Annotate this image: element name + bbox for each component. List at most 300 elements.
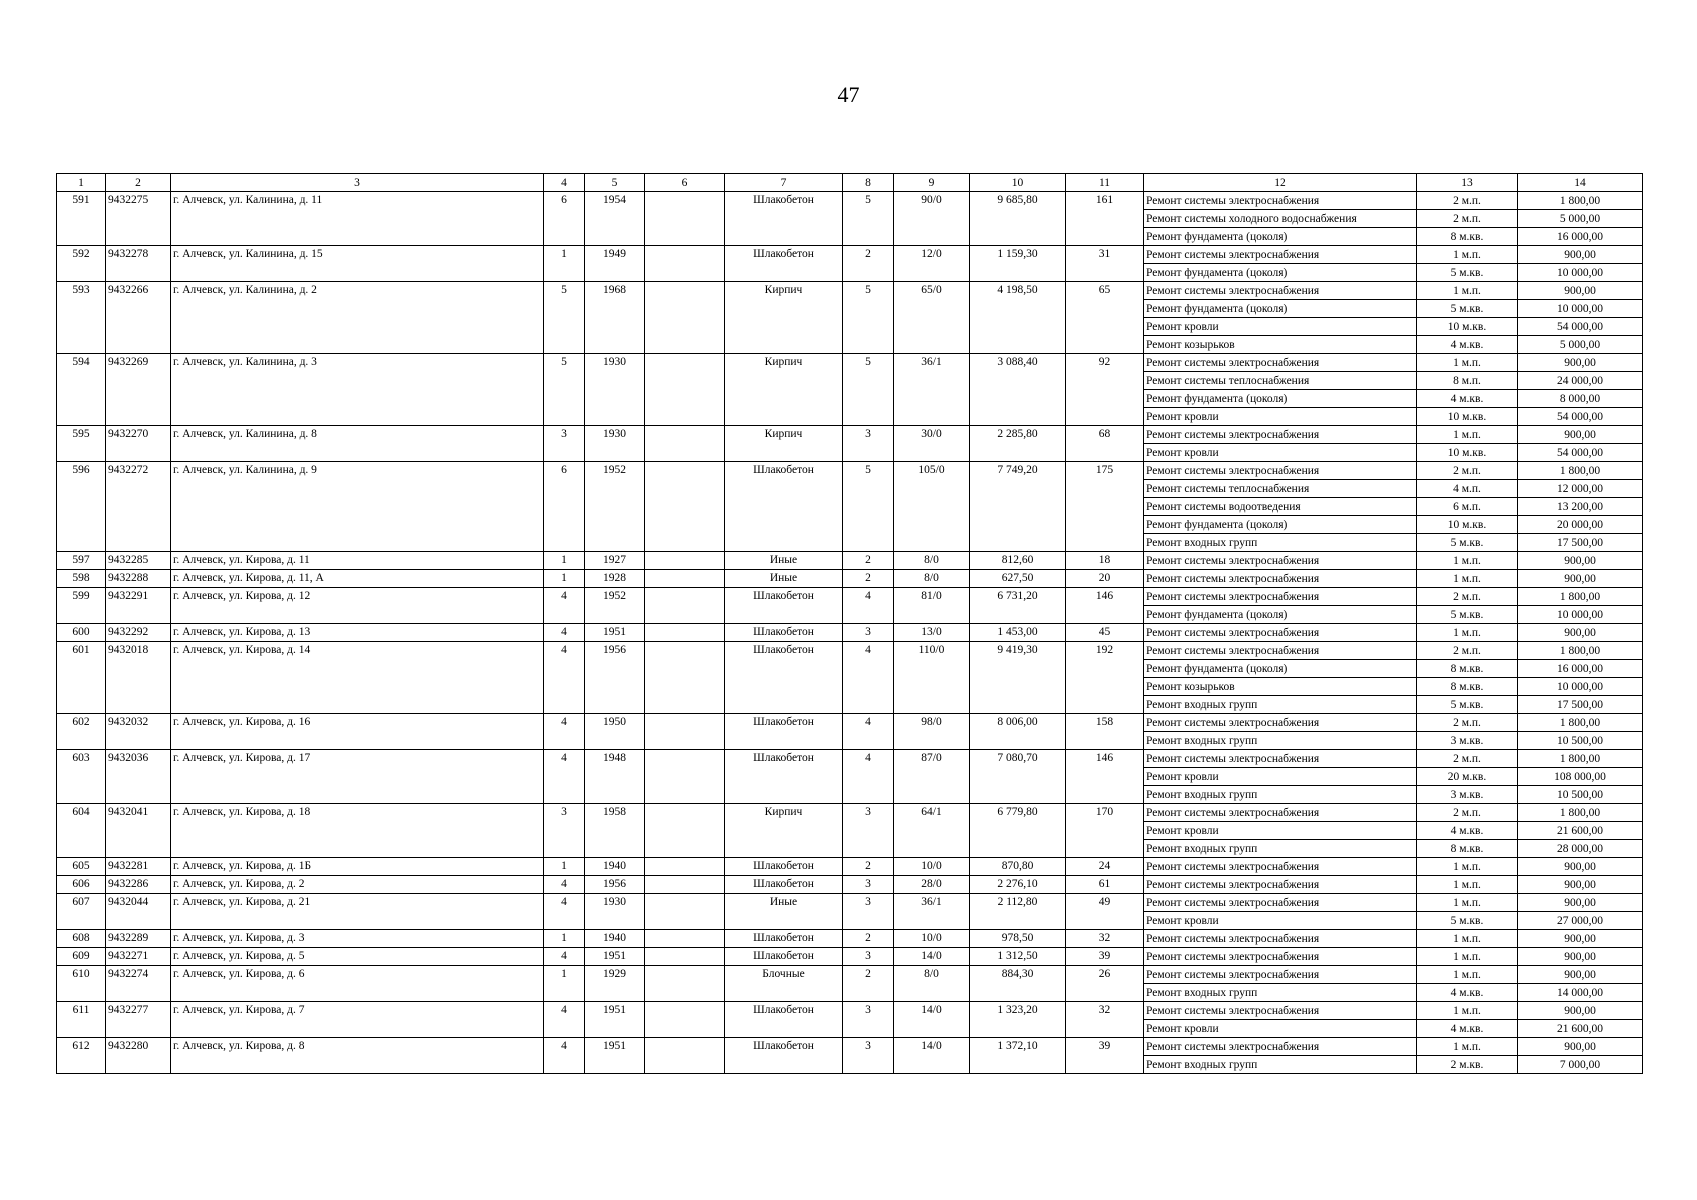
- table-row: [57, 570, 1643, 588]
- residents-cell: 49: [1066, 894, 1144, 930]
- wall-material-cell: Шлакобетон: [725, 462, 843, 552]
- area-cell: 4 198,50: [970, 282, 1066, 354]
- work-description-cell: Ремонт системы электроснабжения: [1144, 588, 1417, 606]
- floors-cell: 2: [843, 858, 894, 876]
- work-quantity-cell: 1 м.п.: [1417, 246, 1518, 264]
- wall-material-cell: Шлакобетон: [725, 1038, 843, 1074]
- column-4-value-cell: 4: [544, 750, 585, 804]
- column-header-10: 10: [970, 174, 1066, 192]
- column-6-value-cell: [645, 1038, 725, 1074]
- work-description-cell: Ремонт кровли: [1144, 408, 1417, 426]
- build-year-cell: 1948: [585, 750, 645, 804]
- row-number-cell: 600: [57, 624, 106, 642]
- column-9-value-cell: 13/0: [894, 624, 970, 642]
- building-code-cell: 9432018: [106, 642, 171, 714]
- work-cost-cell: 1 800,00: [1518, 714, 1643, 732]
- work-quantity-cell: 4 м.кв.: [1417, 390, 1518, 408]
- row-number-cell: 598: [57, 570, 106, 588]
- work-cost-cell: 5 000,00: [1518, 336, 1643, 354]
- column-4-value-cell: 4: [544, 642, 585, 714]
- residents-cell: 65: [1066, 282, 1144, 354]
- area-cell: 2 276,10: [970, 876, 1066, 894]
- floors-cell: 2: [843, 930, 894, 948]
- residents-cell: 18: [1066, 552, 1144, 570]
- address-cell: г. Алчевск, ул. Калинина, д. 2: [171, 282, 544, 354]
- work-quantity-cell: 2 м.п.: [1417, 588, 1518, 606]
- build-year-cell: 1928: [585, 570, 645, 588]
- building-code-cell: 9432280: [106, 1038, 171, 1074]
- column-4-value-cell: 1: [544, 246, 585, 282]
- column-header-11: 11: [1066, 174, 1144, 192]
- column-6-value-cell: [645, 570, 725, 588]
- wall-material-cell: Шлакобетон: [725, 1002, 843, 1038]
- address-cell: г. Алчевск, ул. Калинина, д. 3: [171, 354, 544, 426]
- work-cost-cell: 900,00: [1518, 552, 1643, 570]
- column-4-value-cell: 3: [544, 804, 585, 858]
- floors-cell: 2: [843, 246, 894, 282]
- row-number-cell: 594: [57, 354, 106, 426]
- work-description-cell: Ремонт системы электроснабжения: [1144, 246, 1417, 264]
- row-number-cell: 601: [57, 642, 106, 714]
- work-cost-cell: 17 500,00: [1518, 534, 1643, 552]
- column-9-value-cell: 36/1: [894, 354, 970, 426]
- address-cell: г. Алчевск, ул. Кирова, д. 8: [171, 1038, 544, 1074]
- address-cell: г. Алчевск, ул. Кирова, д. 12: [171, 588, 544, 624]
- work-description-cell: Ремонт входных групп: [1144, 696, 1417, 714]
- work-description-cell: Ремонт системы электроснабжения: [1144, 552, 1417, 570]
- column-6-value-cell: [645, 282, 725, 354]
- row-number-cell: 595: [57, 426, 106, 462]
- work-cost-cell: 16 000,00: [1518, 660, 1643, 678]
- address-cell: г. Алчевск, ул. Кирова, д. 13: [171, 624, 544, 642]
- page-number: 47: [837, 82, 860, 107]
- work-description-cell: Ремонт системы холодного водоснабжения: [1144, 210, 1417, 228]
- work-cost-cell: 10 000,00: [1518, 678, 1643, 696]
- work-description-cell: Ремонт системы электроснабжения: [1144, 282, 1417, 300]
- address-cell: г. Алчевск, ул. Кирова, д. 11, А: [171, 570, 544, 588]
- column-6-value-cell: [645, 930, 725, 948]
- work-description-cell: Ремонт системы теплоснабжения: [1144, 372, 1417, 390]
- work-quantity-cell: 1 м.п.: [1417, 966, 1518, 984]
- row-number-cell: 611: [57, 1002, 106, 1038]
- table-row: [57, 642, 1643, 660]
- residents-cell: 45: [1066, 624, 1144, 642]
- residents-cell: 26: [1066, 966, 1144, 1002]
- work-description-cell: Ремонт входных групп: [1144, 840, 1417, 858]
- table-row: [57, 624, 1643, 642]
- column-6-value-cell: [645, 552, 725, 570]
- residents-cell: 20: [1066, 570, 1144, 588]
- work-quantity-cell: 1 м.п.: [1417, 354, 1518, 372]
- wall-material-cell: Кирпич: [725, 354, 843, 426]
- work-quantity-cell: 10 м.кв.: [1417, 444, 1518, 462]
- building-code-cell: 9432278: [106, 246, 171, 282]
- column-header-14: 14: [1518, 174, 1643, 192]
- wall-material-cell: Шлакобетон: [725, 858, 843, 876]
- floors-cell: 3: [843, 876, 894, 894]
- table-row: [57, 858, 1643, 876]
- wall-material-cell: Иные: [725, 894, 843, 930]
- row-number-cell: 599: [57, 588, 106, 624]
- work-quantity-cell: 2 м.п.: [1417, 714, 1518, 732]
- work-description-cell: Ремонт системы электроснабжения: [1144, 876, 1417, 894]
- column-6-value-cell: [645, 948, 725, 966]
- column-9-value-cell: 65/0: [894, 282, 970, 354]
- column-header-7: 7: [725, 174, 843, 192]
- table-row: [57, 930, 1643, 948]
- floors-cell: 4: [843, 642, 894, 714]
- area-cell: 627,50: [970, 570, 1066, 588]
- column-9-value-cell: 30/0: [894, 426, 970, 462]
- table-row: [57, 354, 1643, 372]
- building-code-cell: 9432269: [106, 354, 171, 426]
- table-row: [57, 246, 1643, 264]
- work-cost-cell: 17 500,00: [1518, 696, 1643, 714]
- build-year-cell: 1929: [585, 966, 645, 1002]
- work-cost-cell: 900,00: [1518, 282, 1643, 300]
- address-cell: г. Алчевск, ул. Кирова, д. 14: [171, 642, 544, 714]
- column-4-value-cell: 4: [544, 624, 585, 642]
- work-quantity-cell: 1 м.п.: [1417, 552, 1518, 570]
- build-year-cell: 1952: [585, 588, 645, 624]
- building-code-cell: 9432288: [106, 570, 171, 588]
- wall-material-cell: Блочные: [725, 966, 843, 1002]
- work-quantity-cell: 8 м.кв.: [1417, 840, 1518, 858]
- wall-material-cell: Шлакобетон: [725, 930, 843, 948]
- work-quantity-cell: 5 м.кв.: [1417, 696, 1518, 714]
- building-repair-table: [56, 173, 1643, 1074]
- area-cell: 6 731,20: [970, 588, 1066, 624]
- work-description-cell: Ремонт системы электроснабжения: [1144, 624, 1417, 642]
- work-quantity-cell: 3 м.кв.: [1417, 786, 1518, 804]
- work-cost-cell: 54 000,00: [1518, 318, 1643, 336]
- work-description-cell: Ремонт системы электроснабжения: [1144, 948, 1417, 966]
- work-description-cell: Ремонт системы теплоснабжения: [1144, 480, 1417, 498]
- column-4-value-cell: 1: [544, 552, 585, 570]
- work-cost-cell: 10 000,00: [1518, 264, 1643, 282]
- column-6-value-cell: [645, 1002, 725, 1038]
- work-cost-cell: 1 800,00: [1518, 804, 1643, 822]
- build-year-cell: 1956: [585, 876, 645, 894]
- row-number-cell: 603: [57, 750, 106, 804]
- work-description-cell: Ремонт системы электроснабжения: [1144, 1038, 1417, 1056]
- address-cell: г. Алчевск, ул. Кирова, д. 16: [171, 714, 544, 750]
- floors-cell: 2: [843, 966, 894, 1002]
- area-cell: 6 779,80: [970, 804, 1066, 858]
- work-cost-cell: 10 500,00: [1518, 732, 1643, 750]
- work-quantity-cell: 2 м.кв.: [1417, 1056, 1518, 1074]
- work-quantity-cell: 10 м.кв.: [1417, 516, 1518, 534]
- column-6-value-cell: [645, 588, 725, 624]
- building-code-cell: 9432272: [106, 462, 171, 552]
- table-row: [57, 282, 1643, 300]
- building-code-cell: 9432271: [106, 948, 171, 966]
- work-description-cell: Ремонт системы электроснабжения: [1144, 750, 1417, 768]
- column-9-value-cell: 8/0: [894, 966, 970, 1002]
- column-9-value-cell: 81/0: [894, 588, 970, 624]
- work-description-cell: Ремонт системы электроснабжения: [1144, 930, 1417, 948]
- residents-cell: 32: [1066, 930, 1144, 948]
- work-description-cell: Ремонт козырьков: [1144, 336, 1417, 354]
- work-quantity-cell: 2 м.п.: [1417, 192, 1518, 210]
- floors-cell: 3: [843, 426, 894, 462]
- work-cost-cell: 900,00: [1518, 876, 1643, 894]
- address-cell: г. Алчевск, ул. Калинина, д. 11: [171, 192, 544, 246]
- work-quantity-cell: 8 м.кв.: [1417, 678, 1518, 696]
- address-cell: г. Алчевск, ул. Кирова, д. 7: [171, 1002, 544, 1038]
- work-description-cell: Ремонт входных групп: [1144, 984, 1417, 1002]
- table-row: [57, 462, 1643, 480]
- column-9-value-cell: 8/0: [894, 570, 970, 588]
- work-description-cell: Ремонт системы электроснабжения: [1144, 192, 1417, 210]
- area-cell: 7 080,70: [970, 750, 1066, 804]
- residents-cell: 92: [1066, 354, 1144, 426]
- work-quantity-cell: 4 м.кв.: [1417, 984, 1518, 1002]
- work-cost-cell: 16 000,00: [1518, 228, 1643, 246]
- building-code-cell: 9432285: [106, 552, 171, 570]
- row-number-cell: 610: [57, 966, 106, 1002]
- work-cost-cell: 21 600,00: [1518, 822, 1643, 840]
- work-description-cell: Ремонт кровли: [1144, 1020, 1417, 1038]
- column-9-value-cell: 28/0: [894, 876, 970, 894]
- wall-material-cell: Шлакобетон: [725, 192, 843, 246]
- column-9-value-cell: 14/0: [894, 948, 970, 966]
- building-code-cell: 9432266: [106, 282, 171, 354]
- address-cell: г. Алчевск, ул. Кирова, д. 5: [171, 948, 544, 966]
- build-year-cell: 1951: [585, 1038, 645, 1074]
- build-year-cell: 1958: [585, 804, 645, 858]
- column-4-value-cell: 6: [544, 192, 585, 246]
- building-code-cell: 9432286: [106, 876, 171, 894]
- area-cell: 9 419,30: [970, 642, 1066, 714]
- work-quantity-cell: 2 м.п.: [1417, 642, 1518, 660]
- column-4-value-cell: 3: [544, 426, 585, 462]
- building-code-cell: 9432044: [106, 894, 171, 930]
- work-quantity-cell: 8 м.п.: [1417, 372, 1518, 390]
- table-row: [57, 588, 1643, 606]
- work-description-cell: Ремонт системы электроснабжения: [1144, 966, 1417, 984]
- row-number-cell: 605: [57, 858, 106, 876]
- column-6-value-cell: [645, 876, 725, 894]
- wall-material-cell: Кирпич: [725, 804, 843, 858]
- work-quantity-cell: 5 м.кв.: [1417, 606, 1518, 624]
- work-cost-cell: 108 000,00: [1518, 768, 1643, 786]
- building-code-cell: 9432032: [106, 714, 171, 750]
- address-cell: г. Алчевск, ул. Кирова, д. 17: [171, 750, 544, 804]
- area-cell: 2 112,80: [970, 894, 1066, 930]
- row-number-cell: 597: [57, 552, 106, 570]
- floors-cell: 3: [843, 1038, 894, 1074]
- table-row: [57, 948, 1643, 966]
- residents-cell: 31: [1066, 246, 1144, 282]
- residents-cell: 39: [1066, 1038, 1144, 1074]
- table-row: [57, 966, 1643, 984]
- floors-cell: 3: [843, 804, 894, 858]
- work-quantity-cell: 2 м.п.: [1417, 804, 1518, 822]
- area-cell: 1 323,20: [970, 1002, 1066, 1038]
- work-cost-cell: 1 800,00: [1518, 462, 1643, 480]
- column-4-value-cell: 1: [544, 570, 585, 588]
- work-quantity-cell: 4 м.п.: [1417, 480, 1518, 498]
- work-cost-cell: 900,00: [1518, 354, 1643, 372]
- work-cost-cell: 900,00: [1518, 246, 1643, 264]
- work-quantity-cell: 1 м.п.: [1417, 876, 1518, 894]
- column-6-value-cell: [645, 858, 725, 876]
- work-description-cell: Ремонт кровли: [1144, 912, 1417, 930]
- residents-cell: 39: [1066, 948, 1144, 966]
- wall-material-cell: Шлакобетон: [725, 624, 843, 642]
- area-cell: 812,60: [970, 552, 1066, 570]
- row-number-cell: 609: [57, 948, 106, 966]
- floors-cell: 4: [843, 714, 894, 750]
- address-cell: г. Алчевск, ул. Кирова, д. 11: [171, 552, 544, 570]
- work-description-cell: Ремонт системы электроснабжения: [1144, 894, 1417, 912]
- floors-cell: 5: [843, 192, 894, 246]
- building-code-cell: 9432281: [106, 858, 171, 876]
- column-9-value-cell: 12/0: [894, 246, 970, 282]
- column-4-value-cell: 6: [544, 462, 585, 552]
- column-4-value-cell: 4: [544, 948, 585, 966]
- building-code-cell: 9432292: [106, 624, 171, 642]
- work-quantity-cell: 1 м.п.: [1417, 930, 1518, 948]
- work-quantity-cell: 1 м.п.: [1417, 1002, 1518, 1020]
- wall-material-cell: Иные: [725, 552, 843, 570]
- work-cost-cell: 900,00: [1518, 858, 1643, 876]
- work-cost-cell: 900,00: [1518, 1038, 1643, 1056]
- column-9-value-cell: 87/0: [894, 750, 970, 804]
- table-header: [57, 174, 1643, 192]
- work-quantity-cell: 10 м.кв.: [1417, 408, 1518, 426]
- column-9-value-cell: 10/0: [894, 930, 970, 948]
- floors-cell: 2: [843, 552, 894, 570]
- work-cost-cell: 1 800,00: [1518, 588, 1643, 606]
- floors-cell: 4: [843, 588, 894, 624]
- address-cell: г. Алчевск, ул. Кирова, д. 18: [171, 804, 544, 858]
- building-code-cell: 9432275: [106, 192, 171, 246]
- work-cost-cell: 1 800,00: [1518, 750, 1643, 768]
- work-quantity-cell: 1 м.п.: [1417, 624, 1518, 642]
- column-9-value-cell: 14/0: [894, 1002, 970, 1038]
- residents-cell: 161: [1066, 192, 1144, 246]
- column-4-value-cell: 4: [544, 894, 585, 930]
- column-4-value-cell: 5: [544, 282, 585, 354]
- work-quantity-cell: 4 м.кв.: [1417, 822, 1518, 840]
- row-number-cell: 604: [57, 804, 106, 858]
- work-description-cell: Ремонт кровли: [1144, 444, 1417, 462]
- build-year-cell: 1968: [585, 282, 645, 354]
- column-9-value-cell: 90/0: [894, 192, 970, 246]
- building-code-cell: 9432041: [106, 804, 171, 858]
- work-cost-cell: 900,00: [1518, 948, 1643, 966]
- build-year-cell: 1940: [585, 858, 645, 876]
- column-4-value-cell: 1: [544, 966, 585, 1002]
- area-cell: 884,30: [970, 966, 1066, 1002]
- column-4-value-cell: 4: [544, 876, 585, 894]
- work-description-cell: Ремонт козырьков: [1144, 678, 1417, 696]
- build-year-cell: 1951: [585, 1002, 645, 1038]
- work-cost-cell: 10 000,00: [1518, 606, 1643, 624]
- wall-material-cell: Шлакобетон: [725, 642, 843, 714]
- column-6-value-cell: [645, 624, 725, 642]
- work-description-cell: Ремонт системы электроснабжения: [1144, 804, 1417, 822]
- work-quantity-cell: 1 м.п.: [1417, 426, 1518, 444]
- table-row: [57, 192, 1643, 210]
- build-year-cell: 1930: [585, 426, 645, 462]
- residents-cell: 146: [1066, 750, 1144, 804]
- work-cost-cell: 10 000,00: [1518, 300, 1643, 318]
- row-number-cell: 596: [57, 462, 106, 552]
- wall-material-cell: Шлакобетон: [725, 588, 843, 624]
- build-year-cell: 1956: [585, 642, 645, 714]
- work-quantity-cell: 1 м.п.: [1417, 1038, 1518, 1056]
- work-cost-cell: 54 000,00: [1518, 444, 1643, 462]
- work-quantity-cell: 10 м.кв.: [1417, 318, 1518, 336]
- work-description-cell: Ремонт входных групп: [1144, 786, 1417, 804]
- work-cost-cell: 54 000,00: [1518, 408, 1643, 426]
- work-cost-cell: 24 000,00: [1518, 372, 1643, 390]
- work-cost-cell: 21 600,00: [1518, 1020, 1643, 1038]
- column-9-value-cell: 105/0: [894, 462, 970, 552]
- work-quantity-cell: 1 м.п.: [1417, 894, 1518, 912]
- work-quantity-cell: 4 м.кв.: [1417, 336, 1518, 354]
- work-cost-cell: 5 000,00: [1518, 210, 1643, 228]
- floors-cell: 4: [843, 750, 894, 804]
- column-4-value-cell: 5: [544, 354, 585, 426]
- column-4-value-cell: 1: [544, 858, 585, 876]
- column-9-value-cell: 14/0: [894, 1038, 970, 1074]
- work-description-cell: Ремонт входных групп: [1144, 732, 1417, 750]
- work-cost-cell: 900,00: [1518, 966, 1643, 984]
- column-9-value-cell: 8/0: [894, 552, 970, 570]
- area-cell: 870,80: [970, 858, 1066, 876]
- work-description-cell: Ремонт фундамента (цоколя): [1144, 516, 1417, 534]
- table-row: [57, 1002, 1643, 1020]
- area-cell: 1 453,00: [970, 624, 1066, 642]
- column-4-value-cell: 1: [544, 930, 585, 948]
- residents-cell: 24: [1066, 858, 1144, 876]
- work-quantity-cell: 1 м.п.: [1417, 570, 1518, 588]
- column-9-value-cell: 110/0: [894, 642, 970, 714]
- row-number-cell: 612: [57, 1038, 106, 1074]
- column-header-4: 4: [544, 174, 585, 192]
- work-quantity-cell: 2 м.п.: [1417, 210, 1518, 228]
- wall-material-cell: Кирпич: [725, 282, 843, 354]
- work-description-cell: Ремонт системы электроснабжения: [1144, 462, 1417, 480]
- work-description-cell: Ремонт входных групп: [1144, 1056, 1417, 1074]
- work-quantity-cell: 1 м.п.: [1417, 858, 1518, 876]
- header-row: [57, 174, 1643, 192]
- table-row: [57, 552, 1643, 570]
- area-cell: 8 006,00: [970, 714, 1066, 750]
- wall-material-cell: Шлакобетон: [725, 714, 843, 750]
- address-cell: г. Алчевск, ул. Калинина, д. 8: [171, 426, 544, 462]
- building-code-cell: 9432277: [106, 1002, 171, 1038]
- column-9-value-cell: 98/0: [894, 714, 970, 750]
- address-cell: г. Алчевск, ул. Кирова, д. 3: [171, 930, 544, 948]
- table-row: [57, 894, 1643, 912]
- wall-material-cell: Шлакобетон: [725, 246, 843, 282]
- work-cost-cell: 900,00: [1518, 624, 1643, 642]
- column-6-value-cell: [645, 426, 725, 462]
- column-6-value-cell: [645, 804, 725, 858]
- residents-cell: 68: [1066, 426, 1144, 462]
- floors-cell: 5: [843, 282, 894, 354]
- area-cell: 1 312,50: [970, 948, 1066, 966]
- work-description-cell: Ремонт кровли: [1144, 768, 1417, 786]
- table-row: [57, 426, 1643, 444]
- work-description-cell: Ремонт системы электроснабжения: [1144, 1002, 1417, 1020]
- floors-cell: 5: [843, 354, 894, 426]
